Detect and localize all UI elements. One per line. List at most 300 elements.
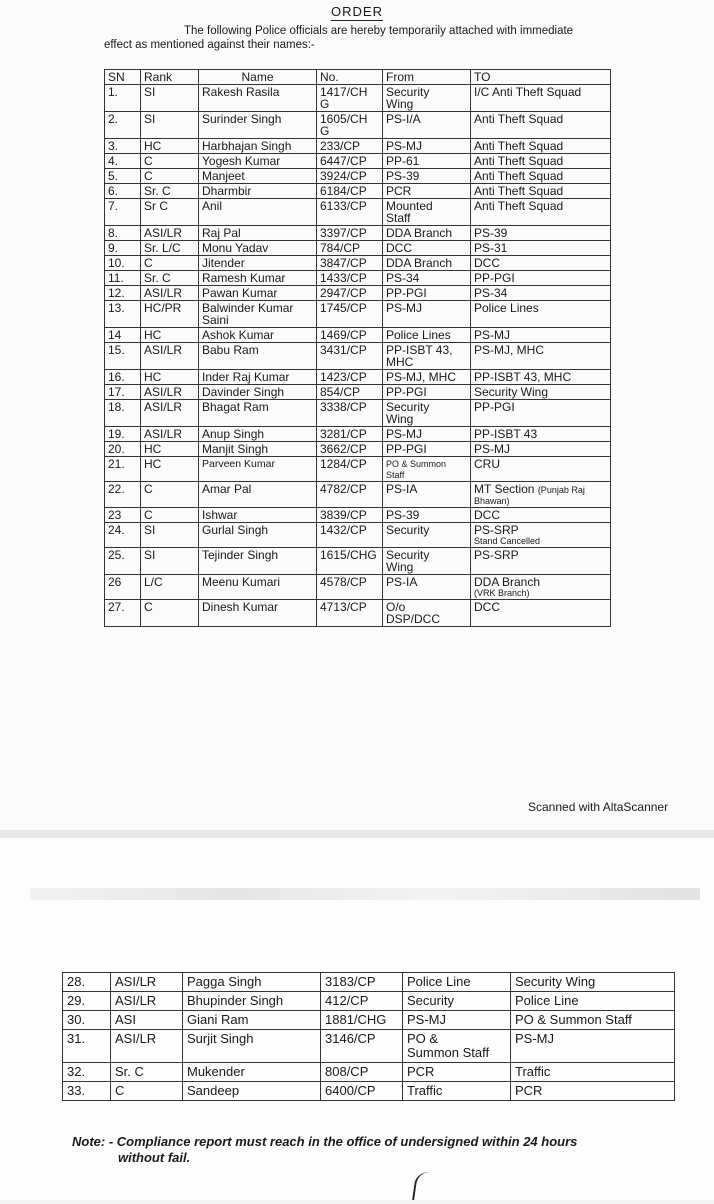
- attachment-table-continued: [62, 972, 675, 1101]
- row-no: [317, 139, 383, 154]
- row-name-text: Ashok Kumar: [202, 328, 275, 342]
- header-to: TO: [471, 70, 611, 85]
- row-from-text: Wing: [386, 97, 414, 111]
- row-rank: [141, 548, 199, 575]
- row-no: [317, 442, 383, 457]
- row-to: [471, 256, 611, 271]
- row-from-text: PS-39: [386, 508, 420, 522]
- row-no-text: 4713/CP: [320, 600, 367, 614]
- row-name: [199, 482, 317, 508]
- row-no: [317, 508, 383, 523]
- row-name: [199, 199, 317, 226]
- table-row: [105, 523, 611, 548]
- row-from: [383, 600, 471, 627]
- row-from: [403, 973, 511, 992]
- row-name-text: Dinesh Kumar: [202, 600, 279, 614]
- row-from-text: DCC: [386, 241, 412, 255]
- row-name: [199, 328, 317, 343]
- row-rank: [141, 241, 199, 256]
- row-no-text: 808/CP: [325, 1064, 369, 1079]
- row-name-text: Ramesh Kumar: [202, 271, 286, 285]
- row-sn-text: 18.: [108, 400, 125, 414]
- row-no-text: 6133/CP: [320, 199, 367, 213]
- row-name: [199, 301, 317, 328]
- row-rank-text: ASI/LR: [144, 385, 183, 399]
- row-from: [383, 548, 471, 575]
- row-rank: [141, 169, 199, 184]
- row-rank-text: ASI/LR: [144, 400, 183, 414]
- row-sn: [105, 343, 141, 370]
- row-no-text: 4578/CP: [320, 575, 367, 589]
- row-no: [317, 271, 383, 286]
- row-name: [199, 508, 317, 523]
- row-name: [199, 575, 317, 600]
- row-sn-text: 26: [108, 575, 122, 589]
- row-sn-text: 23: [108, 508, 122, 522]
- row-name: [199, 271, 317, 286]
- scan-artifact: [30, 888, 700, 900]
- row-name: [183, 992, 321, 1011]
- row-to: [471, 575, 611, 600]
- row-no-text: G: [320, 97, 330, 111]
- row-no-text: 784/CP: [320, 241, 361, 255]
- row-to-text: PS-34: [474, 286, 508, 300]
- row-name: [199, 112, 317, 139]
- row-name-text: Saini: [202, 313, 229, 327]
- row-name: [199, 139, 317, 154]
- row-sn: [63, 1063, 111, 1082]
- row-sn-text: 9.: [108, 241, 119, 255]
- row-no: [317, 600, 383, 627]
- row-sn: [63, 973, 111, 992]
- row-name: [183, 1030, 321, 1063]
- row-from-text: Staff: [386, 211, 411, 225]
- row-no-text: 6447/CP: [320, 154, 367, 168]
- row-rank: [141, 508, 199, 523]
- row-from-text: PS-MJ, MHC: [386, 370, 456, 384]
- row-rank: [141, 199, 199, 226]
- row-rank: [141, 256, 199, 271]
- compliance-note: [72, 1134, 672, 1166]
- row-to: [471, 301, 611, 328]
- row-rank-text: C: [144, 600, 153, 614]
- row-from-text: Security: [386, 548, 430, 562]
- note-line-1: Note: - Compliance report must reach in the office of undersigned within 24 hours: [72, 1134, 578, 1149]
- row-from-text: PS-MJ: [386, 301, 422, 315]
- row-to: [511, 1063, 675, 1082]
- row-from-text: PP-ISBT 43,: [386, 343, 453, 357]
- row-to: [471, 169, 611, 184]
- row-no-text: 1469/CP: [320, 328, 367, 342]
- row-no-text: 6184/CP: [320, 184, 367, 198]
- table-row: [105, 328, 611, 343]
- row-sn: [105, 184, 141, 199]
- row-rank: [141, 85, 199, 112]
- row-sn-text: 30.: [67, 1012, 86, 1027]
- row-to: [471, 370, 611, 385]
- row-sn-text: 11.: [108, 271, 124, 285]
- row-to-text: Anti Theft Squad: [474, 184, 564, 198]
- row-no: [321, 1063, 403, 1082]
- row-name-text: Balwinder Kumar: [202, 301, 294, 315]
- row-sn-text: 13.: [108, 301, 125, 315]
- row-rank: [141, 482, 199, 508]
- row-rank: [141, 154, 199, 169]
- row-sn-text: 27.: [108, 600, 125, 614]
- row-name: [199, 442, 317, 457]
- row-sn-text: 28.: [67, 974, 86, 989]
- row-no-text: 1284/CP: [320, 457, 367, 471]
- row-from: [383, 400, 471, 427]
- row-to-text: Stand Cancelled: [474, 536, 541, 546]
- row-sn-text: 14: [108, 328, 122, 342]
- table-row: [105, 600, 611, 627]
- row-to-text: Anti Theft Squad: [474, 154, 564, 168]
- table-row: [105, 286, 611, 301]
- row-no-text: 3183/CP: [325, 974, 376, 989]
- row-no-text: 854/CP: [320, 385, 361, 399]
- row-rank: [111, 973, 183, 992]
- row-name: [183, 1063, 321, 1082]
- row-from-text: PS-34: [386, 271, 420, 285]
- row-name: [199, 600, 317, 627]
- row-no-text: 2947/CP: [320, 286, 367, 300]
- row-rank-text: HC: [144, 442, 162, 456]
- row-from-text: PS-IA: [386, 482, 418, 496]
- row-from-text: Security: [386, 400, 430, 414]
- table-row: [63, 1011, 675, 1030]
- table-row: [105, 241, 611, 256]
- row-to-text: Traffic: [515, 1064, 551, 1079]
- table-row: [105, 85, 611, 112]
- row-sn: [105, 575, 141, 600]
- row-from-text: Security: [386, 523, 430, 537]
- row-to: [471, 508, 611, 523]
- row-from: [383, 427, 471, 442]
- row-sn-text: 7.: [108, 199, 119, 213]
- table-row: [105, 427, 611, 442]
- row-sn: [63, 1082, 111, 1101]
- row-sn: [105, 523, 141, 548]
- row-name-text: Rakesh Rasila: [202, 85, 280, 99]
- row-to-text: Anti Theft Squad: [474, 169, 564, 183]
- row-to: [471, 139, 611, 154]
- row-sn: [105, 442, 141, 457]
- row-rank-text: SI: [144, 548, 156, 562]
- row-sn: [105, 370, 141, 385]
- row-from: [403, 992, 511, 1011]
- row-from-text: PCR: [407, 1064, 435, 1079]
- row-no: [321, 1011, 403, 1030]
- row-no: [317, 154, 383, 169]
- row-name: [199, 400, 317, 427]
- row-no: [317, 385, 383, 400]
- row-sn-text: 31.: [67, 1031, 86, 1046]
- row-no-text: 3924/CP: [320, 169, 367, 183]
- row-to-text: Security Wing: [515, 974, 596, 989]
- row-sn: [105, 139, 141, 154]
- row-rank: [141, 184, 199, 199]
- table-row: [105, 139, 611, 154]
- row-no-text: 1881/CHG: [325, 1012, 387, 1027]
- row-no-text: 3397/CP: [320, 226, 367, 240]
- row-sn-text: 25.: [108, 548, 125, 562]
- row-from-text: DSP/DCC: [386, 612, 441, 626]
- row-from: [383, 343, 471, 370]
- table-row: [105, 370, 611, 385]
- row-rank: [141, 400, 199, 427]
- table-row: [105, 442, 611, 457]
- intro-line-1: The following Police officials are hereby temporarily attached with immediate: [184, 25, 574, 37]
- row-no: [321, 1030, 403, 1063]
- row-no-text: 1417/CH: [320, 85, 368, 99]
- row-name-text: Ishwar: [202, 508, 238, 522]
- row-rank-text: ASI/LR: [115, 993, 157, 1008]
- header-sn: SN: [105, 70, 141, 85]
- row-no: [317, 427, 383, 442]
- row-name-text: Monu Yadav: [202, 241, 269, 255]
- row-rank: [141, 457, 199, 482]
- row-to-text: (Punjab Raj: [537, 485, 585, 495]
- row-name: [199, 184, 317, 199]
- row-from-text: Police Line: [407, 974, 471, 989]
- row-sn: [105, 112, 141, 139]
- row-to-text: PS-SRP: [474, 548, 519, 562]
- row-no: [321, 1082, 403, 1101]
- row-name: [199, 548, 317, 575]
- table-row: [105, 400, 611, 427]
- row-name-text: Mukender: [187, 1064, 245, 1079]
- row-rank-text: C: [144, 154, 153, 168]
- row-sn: [105, 169, 141, 184]
- row-sn: [105, 199, 141, 226]
- row-rank: [141, 442, 199, 457]
- row-from-text: Mounted: [386, 199, 433, 213]
- table-row: [105, 154, 611, 169]
- row-from: [383, 112, 471, 139]
- row-sn: [105, 256, 141, 271]
- row-from-text: PS-I/A: [386, 112, 421, 126]
- row-sn-text: 20.: [108, 442, 125, 456]
- row-from-text: Security: [407, 993, 454, 1008]
- row-rank-text: ASI/LR: [144, 427, 183, 441]
- row-name: [199, 241, 317, 256]
- row-no: [317, 241, 383, 256]
- row-name: [199, 226, 317, 241]
- row-from: [383, 184, 471, 199]
- row-to-text: PO & Summon Staff: [515, 1012, 632, 1027]
- row-sn-text: 16.: [108, 370, 125, 384]
- row-name-text: Parveen Kumar: [202, 458, 275, 470]
- row-rank-text: ASI/LR: [115, 1031, 157, 1046]
- row-sn-text: 19.: [108, 427, 125, 441]
- row-sn: [105, 400, 141, 427]
- row-from: [383, 575, 471, 600]
- row-to: [471, 427, 611, 442]
- row-sn-text: 1.: [108, 85, 119, 99]
- row-name-text: Yogesh Kumar: [202, 154, 281, 168]
- row-rank-text: C: [144, 482, 153, 496]
- row-to-text: PS-MJ: [474, 328, 510, 342]
- row-name-text: Anup Singh: [202, 427, 265, 441]
- header-name: Name: [199, 70, 317, 85]
- row-from: [383, 241, 471, 256]
- row-sn: [63, 1030, 111, 1063]
- row-rank-text: ASI/LR: [144, 226, 183, 240]
- row-rank: [141, 575, 199, 600]
- row-rank-text: C: [144, 169, 153, 183]
- row-sn: [105, 508, 141, 523]
- row-name: [199, 385, 317, 400]
- attachment-table: [104, 69, 611, 627]
- row-rank-text: SI: [144, 112, 156, 126]
- row-from: [383, 85, 471, 112]
- row-from-text: DDA Branch: [386, 226, 453, 240]
- row-name-text: Manjit Singh: [202, 442, 269, 456]
- row-sn-text: 2.: [108, 112, 119, 126]
- table-row: [105, 184, 611, 199]
- row-no: [317, 256, 383, 271]
- row-to: [511, 992, 675, 1011]
- header-from: From: [383, 70, 471, 85]
- row-no-text: G: [320, 124, 330, 138]
- row-rank: [141, 286, 199, 301]
- row-from-text: PCR: [386, 184, 412, 198]
- row-name-text: Inder Raj Kumar: [202, 370, 290, 384]
- row-rank: [141, 385, 199, 400]
- row-from-text: PS-MJ: [386, 139, 422, 153]
- row-sn: [63, 992, 111, 1011]
- row-name-text: Davinder Singh: [202, 385, 285, 399]
- row-from-text: PS-MJ: [407, 1012, 446, 1027]
- row-name: [199, 169, 317, 184]
- row-no: [317, 575, 383, 600]
- row-no-text: 6400/CP: [325, 1083, 376, 1098]
- row-name-text: Manjeet: [202, 169, 245, 183]
- row-to-text: (VRK Branch): [474, 588, 530, 598]
- row-to-text: Anti Theft Squad: [474, 112, 564, 126]
- row-from-text: Police Lines: [386, 328, 451, 342]
- row-no: [317, 482, 383, 508]
- row-name: [183, 1082, 321, 1101]
- row-no: [317, 184, 383, 199]
- row-rank-text: ASI/LR: [115, 974, 157, 989]
- row-name-text: Surjit Singh: [187, 1031, 254, 1046]
- page-separator: [0, 830, 714, 838]
- row-name: [199, 523, 317, 548]
- row-to: [471, 600, 611, 627]
- row-no: [317, 523, 383, 548]
- row-sn-text: 33.: [67, 1083, 86, 1098]
- row-to-text: Bhawan): [474, 496, 510, 506]
- row-to: [471, 328, 611, 343]
- row-sn-text: 5.: [108, 169, 119, 183]
- row-no-text: 3847/CP: [320, 256, 367, 270]
- row-sn: [105, 548, 141, 575]
- row-no-text: 233/CP: [320, 139, 361, 153]
- row-to-text: PCR: [515, 1083, 543, 1098]
- row-no: [317, 457, 383, 482]
- row-to: [471, 199, 611, 226]
- row-from: [383, 271, 471, 286]
- row-rank: [141, 301, 199, 328]
- row-to-text: PS-31: [474, 241, 508, 255]
- row-to-text: PS-SRP: [474, 523, 519, 537]
- row-sn: [105, 328, 141, 343]
- row-no-text: 3431/CP: [320, 343, 367, 357]
- row-sn: [105, 427, 141, 442]
- row-name-text: Babu Ram: [202, 343, 259, 357]
- scanner-watermark: Scanned with AltaScanner: [528, 800, 669, 814]
- row-to: [471, 343, 611, 370]
- row-rank-text: HC/PR: [144, 301, 182, 315]
- row-no: [317, 301, 383, 328]
- row-to-text: I/C Anti Theft Squad: [474, 85, 582, 99]
- row-to-text: MT Section: [474, 482, 535, 496]
- row-sn-text: 10.: [108, 256, 125, 270]
- row-to: [471, 482, 611, 508]
- row-to: [471, 523, 611, 548]
- row-rank-text: HC: [144, 457, 162, 471]
- table-row: [63, 992, 675, 1011]
- row-rank-text: Sr. C: [144, 184, 171, 198]
- row-sn-text: 24.: [108, 523, 125, 537]
- row-to-text: Police Lines: [474, 301, 539, 315]
- note-line-2: without fail.: [118, 1150, 191, 1165]
- row-from: [383, 154, 471, 169]
- row-rank: [111, 1011, 183, 1030]
- row-name-text: Dharmbir: [202, 184, 252, 198]
- row-rank: [141, 370, 199, 385]
- row-rank: [141, 139, 199, 154]
- table-row: [63, 973, 675, 992]
- row-sn: [105, 286, 141, 301]
- row-sn: [105, 457, 141, 482]
- row-to: [471, 241, 611, 256]
- table-row: [105, 575, 611, 600]
- row-rank: [141, 523, 199, 548]
- row-to: [471, 184, 611, 199]
- row-sn: [105, 271, 141, 286]
- row-rank-text: Sr. C: [144, 271, 171, 285]
- row-to-text: PS-39: [474, 226, 508, 240]
- table-row: [63, 1082, 675, 1101]
- row-from: [403, 1063, 511, 1082]
- row-no-text: 3839/CP: [320, 508, 367, 522]
- row-to-text: PP-PGI: [474, 400, 515, 414]
- row-sn-text: 4.: [108, 154, 119, 168]
- row-rank-text: HC: [144, 139, 162, 153]
- row-to: [511, 1011, 675, 1030]
- row-rank-text: C: [144, 256, 153, 270]
- row-sn: [63, 1011, 111, 1030]
- row-name: [183, 973, 321, 992]
- row-sn-text: 8.: [108, 226, 119, 240]
- row-from-text: Security: [386, 85, 430, 99]
- row-from: [383, 169, 471, 184]
- row-sn: [105, 385, 141, 400]
- row-rank-text: L/C: [144, 575, 163, 589]
- row-from: [383, 457, 471, 482]
- row-to: [471, 271, 611, 286]
- row-name-text: Pawan Kumar: [202, 286, 278, 300]
- row-rank: [141, 226, 199, 241]
- row-rank: [111, 1082, 183, 1101]
- table-row: [105, 226, 611, 241]
- row-rank-text: SI: [144, 523, 156, 537]
- row-from-text: PP-PGI: [386, 385, 427, 399]
- row-rank-text: HC: [144, 370, 162, 384]
